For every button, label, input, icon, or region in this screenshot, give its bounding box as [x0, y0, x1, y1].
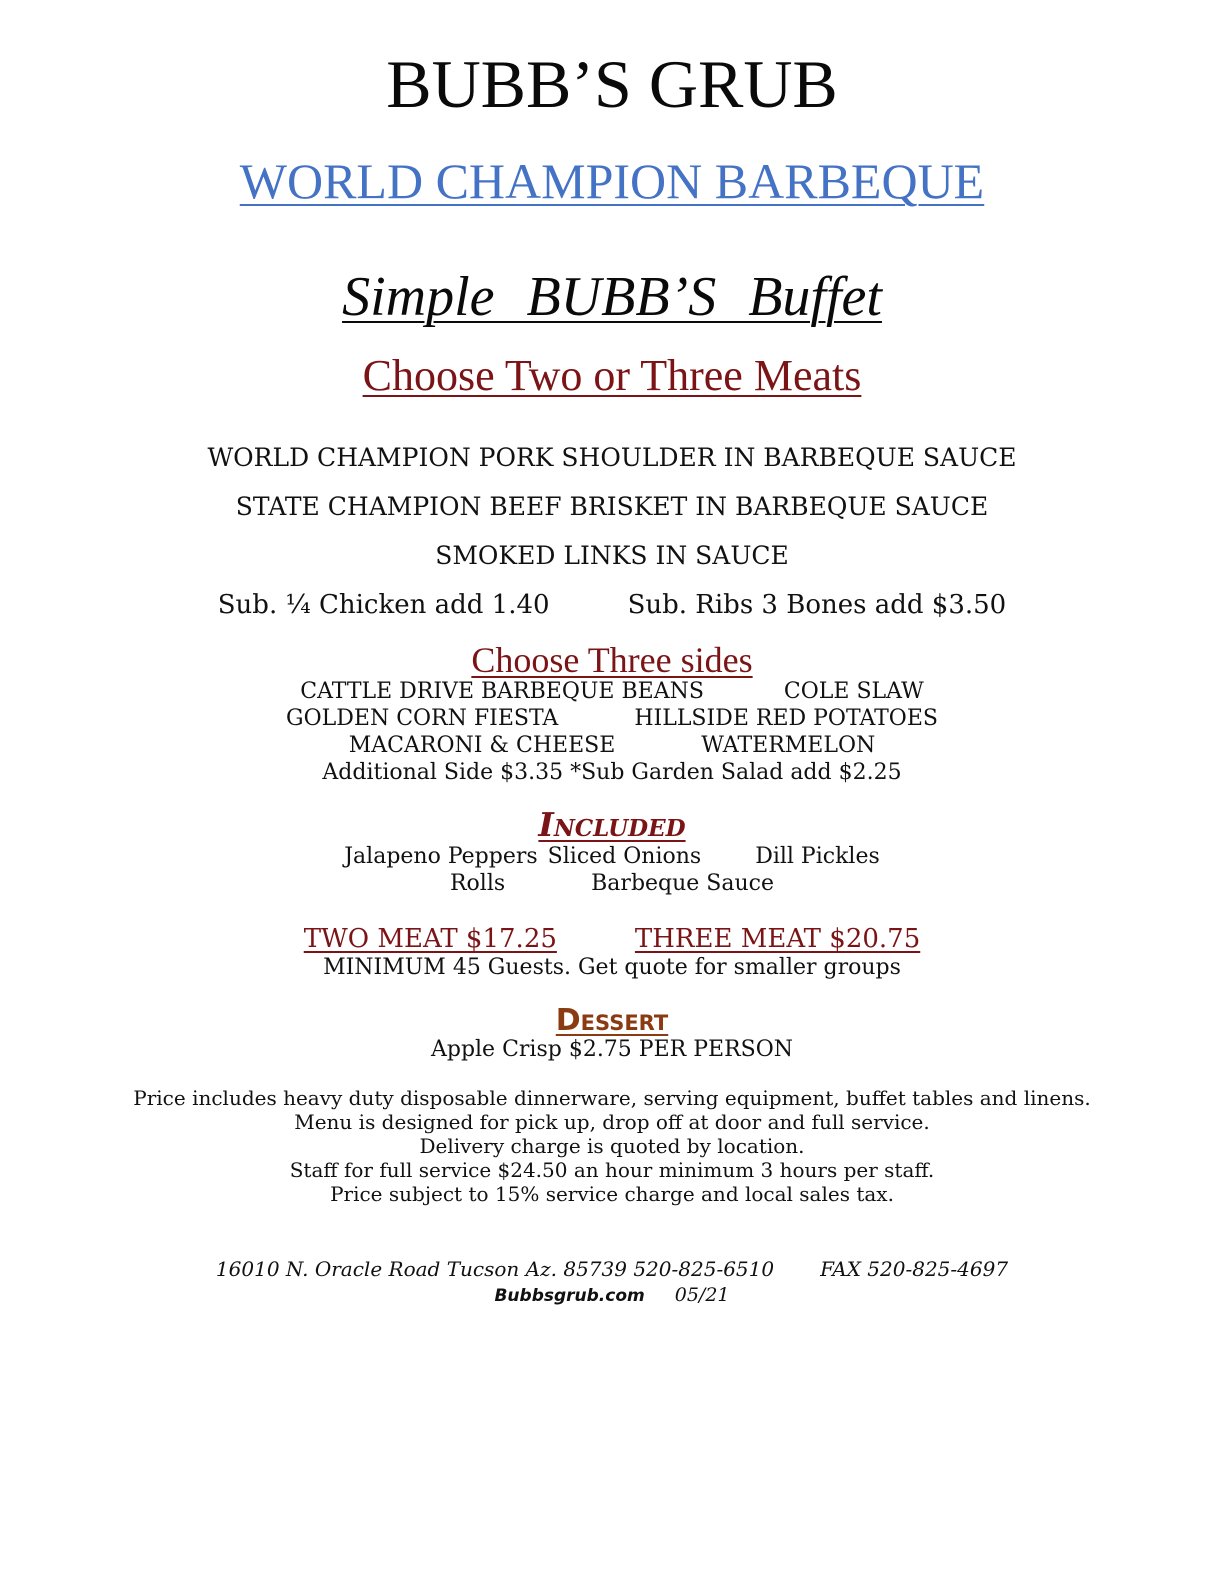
included-row [0, 843, 1224, 870]
meat-item: SMOKED LINKS IN SAUCE [435, 541, 789, 570]
side-item: CATTLE DRIVE BARBEQUE BEANS [300, 679, 704, 704]
three-meat-price: THREE MEAT $20.75 [634, 924, 921, 954]
restaurant-subtitle: WORLD CHAMPION BARBEQUE [239, 153, 985, 209]
included-item: Rolls [449, 871, 506, 896]
minimum-guests: MINIMUM 45 Guests. Get quote for smaller groups [323, 955, 901, 980]
price-note: Delivery charge is quoted by location. [419, 1134, 805, 1158]
sides-row [0, 705, 1224, 732]
website-link[interactable]: Bubbsgrub.com [494, 1286, 645, 1306]
dessert-heading: Dessert [555, 1003, 669, 1038]
additional-side: Additional Side $3.35 *Sub Garden Salad add $2.25 [322, 760, 902, 785]
side-item: WATERMELON [701, 733, 876, 758]
included-row [0, 870, 1224, 897]
included-heading: Included [538, 805, 686, 844]
included-item: Sliced Onions [547, 844, 702, 869]
sub-ribs: Sub. Ribs 3 Bones add $3.50 [627, 590, 1007, 620]
sides-row [0, 732, 1224, 759]
side-item: MACARONI & CHEESE [348, 733, 616, 758]
included-item: Jalapeno Peppers [344, 844, 538, 869]
side-item: HILLSIDE RED POTATOES [634, 706, 938, 731]
included-item: Dill Pickles [755, 844, 880, 869]
price-note: Price includes heavy duty disposable dinnerware, serving equipment, buffet tables and linens. [133, 1086, 1091, 1110]
footer-website-line [0, 1283, 1224, 1308]
side-item: GOLDEN CORN FIESTA [286, 706, 559, 731]
two-meat-price: TWO MEAT $17.25 [303, 924, 557, 954]
footer-address-line [0, 1256, 1224, 1282]
meats-heading: Choose Two or Three Meats [362, 351, 862, 400]
sides-row [0, 678, 1224, 705]
fax-number: FAX 520-825-4697 [820, 1257, 1009, 1281]
side-item: COLE SLAW [783, 679, 924, 704]
buffet-title: Simple BUBB’S Buffet [342, 266, 882, 328]
pricing-row [0, 922, 1224, 956]
meat-item: STATE CHAMPION BEEF BRISKET IN BARBEQUE SAUCE [235, 492, 989, 521]
included-item: Barbeque Sauce [591, 871, 775, 896]
menu-date: 05/21 [674, 1284, 730, 1306]
price-note: Price subject to 15% service charge and local sales tax. [330, 1182, 894, 1206]
restaurant-title: BUBB’S GRUB [386, 46, 838, 122]
address: 16010 N. Oracle Road Tucson Az. 85739 520-825-6510 [215, 1257, 775, 1281]
meat-item: WORLD CHAMPION PORK SHOULDER IN BARBEQUE SAUCE [207, 443, 1017, 472]
sides-heading: Choose Three sides [471, 640, 753, 680]
sub-chicken: Sub. ¼ Chicken add 1.40 [217, 590, 550, 620]
meat-substitutions [0, 588, 1224, 622]
price-note: Menu is designed for pick up, drop off at door and full service. [294, 1110, 930, 1134]
price-note: Staff for full service $24.50 an hour minimum 3 hours per staff. [289, 1158, 935, 1182]
dessert-item: Apple Crisp $2.75 PER PERSON [430, 1037, 794, 1062]
